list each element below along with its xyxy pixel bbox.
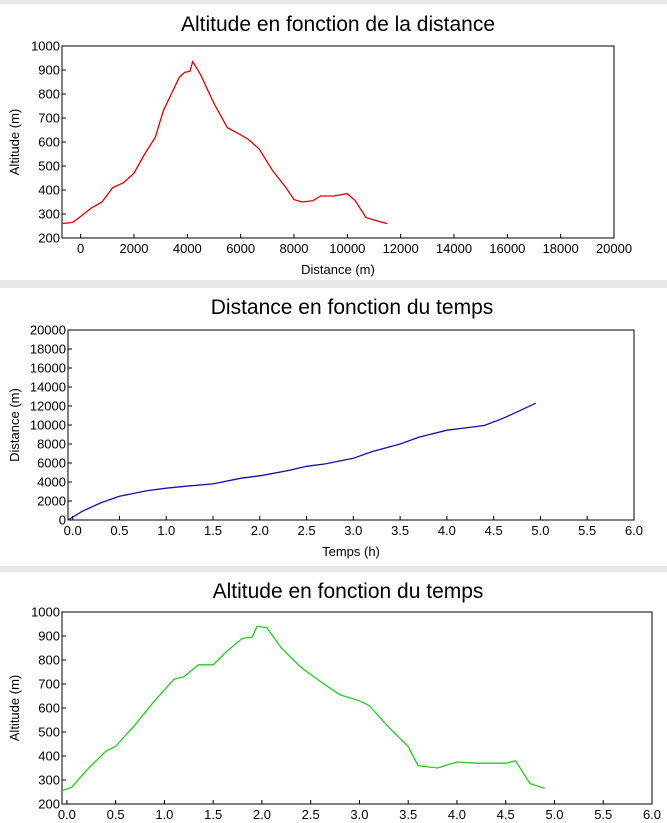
y-tick-label: 400 bbox=[38, 748, 60, 764]
y-tick-label: 700 bbox=[38, 676, 60, 692]
x-tick-label: 3.5 bbox=[399, 807, 418, 822]
y-ticks bbox=[31, 605, 66, 812]
chart-panel-altitude-temps bbox=[0, 572, 667, 823]
x-tick-label: 18000 bbox=[542, 241, 579, 256]
y-tick-label: 14000 bbox=[29, 379, 66, 395]
x-tick-label: 0.0 bbox=[57, 807, 76, 822]
chart-title: Altitude en fonction du temps bbox=[212, 580, 484, 603]
x-tick-label: 4.0 bbox=[437, 523, 456, 538]
data-line bbox=[68, 403, 536, 520]
x-tick-label: 4.5 bbox=[484, 523, 503, 538]
x-axis-label: Distance (m) bbox=[301, 262, 375, 277]
chart-title: Distance en fonction du temps bbox=[210, 296, 494, 319]
y-tick-label: 500 bbox=[38, 158, 60, 174]
y-tick-label: 10000 bbox=[29, 417, 66, 433]
x-tick-label: 10000 bbox=[329, 241, 366, 256]
x-tick-label: 5.0 bbox=[545, 807, 564, 822]
x-tick-label: 5.0 bbox=[531, 523, 550, 538]
x-tick-label: 2000 bbox=[119, 241, 149, 256]
y-tick-label: 4000 bbox=[37, 474, 66, 490]
y-tick-label: 900 bbox=[38, 62, 60, 78]
y-tick-label: 18000 bbox=[29, 341, 66, 357]
x-tick-label: 5.5 bbox=[578, 523, 597, 538]
x-ticks bbox=[58, 800, 661, 822]
x-tick-label: 20000 bbox=[595, 241, 633, 256]
x-tick-label: 4.0 bbox=[447, 807, 466, 822]
y-tick-label: 2000 bbox=[37, 493, 66, 509]
x-tick-label: 3.0 bbox=[344, 523, 363, 538]
y-tick-label: 12000 bbox=[29, 398, 66, 414]
x-tick-label: 2.5 bbox=[301, 807, 320, 822]
x-ticks bbox=[64, 516, 643, 538]
y-tick-label: 800 bbox=[38, 652, 60, 668]
data-line bbox=[62, 62, 387, 224]
y-tick-label: 600 bbox=[38, 700, 60, 716]
y-tick-label: 300 bbox=[38, 206, 60, 222]
y-tick-label: 500 bbox=[38, 724, 60, 740]
y-tick-label: 8000 bbox=[37, 436, 66, 452]
x-tick-label: 3.5 bbox=[391, 523, 410, 538]
x-tick-label: 0.5 bbox=[106, 807, 125, 822]
x-tick-label: 2.0 bbox=[252, 807, 271, 822]
y-tick-label: 300 bbox=[38, 772, 60, 788]
chart-svg-1 bbox=[0, 288, 667, 566]
plot-frame bbox=[68, 330, 634, 520]
chart-title: Altitude en fonction de la distance bbox=[180, 13, 496, 36]
x-tick-label: 2.5 bbox=[297, 523, 316, 538]
x-tick-label: 6.0 bbox=[642, 807, 662, 822]
data-line bbox=[62, 626, 545, 790]
y-tick-label: 200 bbox=[38, 230, 60, 246]
y-tick-label: 6000 bbox=[37, 455, 66, 471]
y-axis-label: Altitude (m) bbox=[7, 674, 22, 742]
x-tick-label: 2.0 bbox=[250, 523, 269, 538]
y-axis-label: Distance (m) bbox=[7, 388, 22, 462]
chart-panel-distance-temps bbox=[0, 288, 667, 566]
x-tick-label: 0 bbox=[77, 241, 85, 256]
x-tick-label: 4000 bbox=[172, 241, 202, 256]
x-tick-label: 5.5 bbox=[594, 807, 613, 822]
y-tick-label: 200 bbox=[38, 796, 60, 812]
y-tick-label: 900 bbox=[38, 628, 60, 644]
x-tick-label: 6000 bbox=[226, 241, 256, 256]
x-tick-label: 1.0 bbox=[155, 807, 174, 822]
x-ticks bbox=[77, 234, 632, 256]
y-tick-label: 0 bbox=[58, 512, 66, 528]
x-tick-label: 1.5 bbox=[203, 523, 223, 538]
y-tick-label: 400 bbox=[38, 182, 60, 198]
x-tick-label: 6.0 bbox=[624, 523, 644, 538]
x-tick-label: 1.0 bbox=[157, 523, 176, 538]
x-tick-label: 12000 bbox=[382, 241, 419, 256]
y-tick-label: 1000 bbox=[31, 38, 60, 54]
chart-panel-altitude-distance bbox=[0, 4, 667, 280]
y-tick-label: 20000 bbox=[29, 322, 66, 338]
y-ticks bbox=[30, 323, 72, 528]
chart-svg-2 bbox=[0, 572, 667, 823]
y-ticks bbox=[31, 39, 66, 246]
y-axis-label: Altitude (m) bbox=[7, 108, 22, 176]
x-tick-label: 8000 bbox=[279, 241, 309, 256]
x-tick-label: 14000 bbox=[435, 241, 473, 256]
plot-frame bbox=[62, 612, 652, 804]
x-tick-label: 16000 bbox=[489, 241, 526, 256]
x-tick-label: 3.0 bbox=[350, 807, 369, 822]
x-tick-label: 1.5 bbox=[204, 807, 223, 822]
y-tick-label: 1000 bbox=[31, 604, 60, 620]
y-tick-label: 600 bbox=[38, 134, 60, 150]
x-tick-label: 4.5 bbox=[496, 807, 515, 822]
x-tick-label: 0.5 bbox=[110, 523, 129, 538]
y-tick-label: 16000 bbox=[29, 360, 66, 376]
plot-frame bbox=[62, 46, 614, 238]
y-tick-label: 800 bbox=[38, 86, 60, 102]
chart-svg-0 bbox=[0, 4, 667, 280]
x-axis-label: Temps (h) bbox=[322, 544, 380, 559]
y-tick-label: 700 bbox=[38, 110, 60, 126]
x-tick-label: 0.0 bbox=[63, 523, 82, 538]
